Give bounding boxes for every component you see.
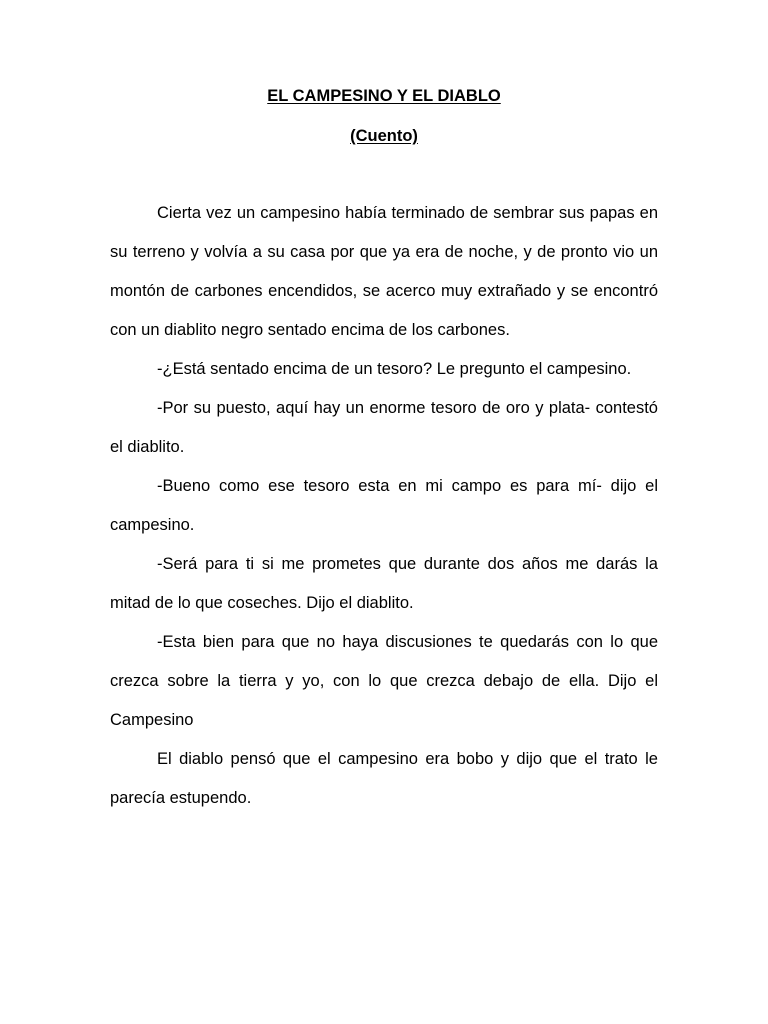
document-body xyxy=(110,194,658,818)
paragraph: El diablo pensó que el campesino era bobo y dijo que el trato le parecía estupendo. xyxy=(110,750,658,807)
paragraph: Cierta vez un campesino había terminado de sembrar sus papas en su terreno y volvía a su casa por que ya era de noche, y de pronto vio un montón de carbones encendidos, se acerco muy extrañado y se encontró con un diablito negro sentado encima de los carbones. xyxy=(110,204,658,339)
paragraph: -Por su puesto, aquí hay un enorme tesoro de oro y plata- contestó el diablito. xyxy=(110,399,658,456)
paragraph: -Bueno como ese tesoro esta en mi campo es para mí- dijo el campesino. xyxy=(110,477,658,534)
paragraph: -¿Está sentado encima de un tesoro? Le pregunto el campesino. xyxy=(157,360,632,378)
document-title: EL CAMPESINO Y EL DIABLO xyxy=(267,87,501,105)
paragraph: -Será para ti si me prometes que durante dos años me darás la mitad de lo que coseches. Dijo el diablito. xyxy=(110,555,658,612)
paragraph: -Esta bien para que no haya discusiones te quedarás con lo que crezca sobre la tierra y yo, con lo que crezca debajo de ella. Dijo el Campesino xyxy=(110,633,658,729)
document-subtitle: (Cuento) xyxy=(350,127,418,145)
